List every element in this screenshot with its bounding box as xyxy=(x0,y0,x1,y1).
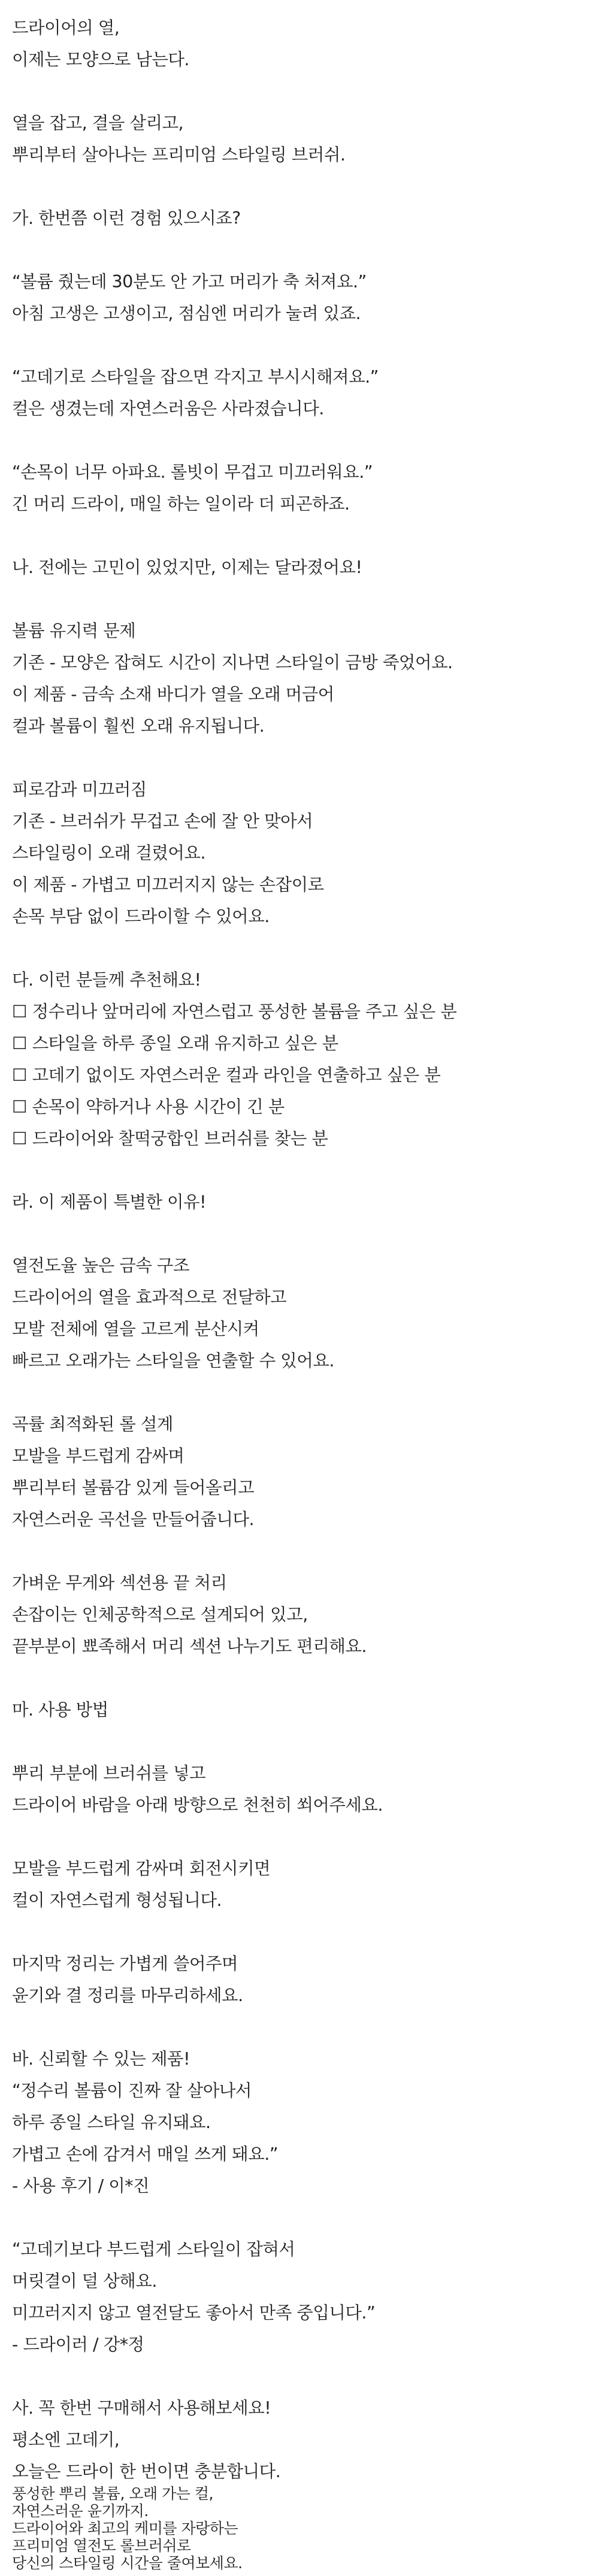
body-line: 긴 머리 드라이, 매일 하는 일이라 더 피곤하죠. xyxy=(12,494,350,514)
body-line: 평소엔 고데기, xyxy=(12,2430,120,2450)
subheading: 곡률 최적화된 롤 설계 xyxy=(12,1414,173,1434)
body-line: 손목 부담 없이 드라이할 수 있어요. xyxy=(12,907,270,926)
body-line: 컬과 볼륨이 훨씬 오래 유지됩니다. xyxy=(12,716,265,736)
closing-line: 풍성한 뿌리 볼륨, 오래 가는 컬, xyxy=(12,2485,213,2502)
body-line: 끝부분이 뾰족해서 머리 섹션 나누기도 편리해요. xyxy=(12,1636,367,1656)
section-heading-da: 다. 이런 분들께 추천해요! xyxy=(12,970,201,990)
closing-line: 드라이어와 최고의 케미를 자랑하는 xyxy=(12,2520,238,2537)
body-line: 모발 전체에 열을 고르게 분산시켜 xyxy=(12,1319,259,1339)
quote-line: “손목이 너무 아파요. 롤빗이 무겁고 미끄러워요.” xyxy=(12,462,373,482)
subheading: 열전도율 높은 금속 구조 xyxy=(12,1256,189,1275)
section-heading-ra: 라. 이 제품이 특별한 이유! xyxy=(12,1192,207,1212)
checklist-item: ☐ 스타일을 하루 종일 오래 유지하고 싶은 분 xyxy=(12,1034,338,1053)
body-line: 아침 고생은 고생이고, 점심엔 머리가 눌려 있죠. xyxy=(12,304,361,323)
subheading: 가벼운 무게와 섹션용 끝 처리 xyxy=(12,1573,227,1593)
headline-line-1: 드라이어의 열, xyxy=(12,18,120,38)
body-line: 윤기와 결 정리를 마무리하세요. xyxy=(12,1986,243,2005)
section-heading-ma: 마. 사용 방법 xyxy=(12,1700,108,1720)
body-line: 오늘은 드라이 한 번이면 충분합니다. xyxy=(12,2462,281,2481)
body-line: 드라이어의 열을 효과적으로 전달하고 xyxy=(12,1287,287,1307)
body-line: 이 제품 - 금속 소재 바디가 열을 오래 머금어 xyxy=(12,684,334,704)
body-line: 모발을 부드럽게 감싸며 xyxy=(12,1446,184,1466)
body-line: 기존 - 브러쉬가 무겁고 손에 잘 안 맞아서 xyxy=(12,811,313,831)
body-line: 빠르고 오래가는 스타일을 연출할 수 있어요. xyxy=(12,1351,334,1371)
closing-line: 자연스러운 윤기까지. xyxy=(12,2502,149,2520)
subheading: 피로감과 미끄러짐 xyxy=(12,780,147,799)
quote-line: “볼륨 줬는데 30분도 안 가고 머리가 축 처져요.” xyxy=(12,272,367,292)
body-line: 손잡이는 인체공학적으로 설계되어 있고, xyxy=(12,1605,308,1625)
body-line: 모발을 부드럽게 감싸며 회전시키면 xyxy=(12,1859,271,1878)
review-author: - 드라이러 / 강*정 xyxy=(12,2335,144,2354)
body-line: 스타일링이 오래 걸렸어요. xyxy=(12,843,206,863)
body-line: 컬은 생겼는데 자연스러움은 사라졌습니다. xyxy=(12,399,324,419)
review-author: - 사용 후기 / 이*진 xyxy=(12,2176,150,2196)
section-heading-ga: 가. 한번쯤 이런 경험 있으시죠? xyxy=(12,208,241,228)
section-heading-na: 나. 전에는 고민이 있었지만, 이제는 달라졌어요! xyxy=(12,557,362,577)
body-line: 드라이어 바람을 아래 방향으로 천천히 쐬어주세요. xyxy=(12,1795,383,1815)
checklist-item: ☐ 고데기 없이도 자연스러운 컬과 라인을 연출하고 싶은 분 xyxy=(12,1065,441,1085)
review-line: “고데기보다 부드럽게 스타일이 잡혀서 xyxy=(12,2239,295,2259)
checklist-item: ☐ 손목이 약하거나 사용 시간이 긴 분 xyxy=(12,1097,285,1117)
body-line: 기존 - 모양은 잡혀도 시간이 지나면 스타일이 금방 죽었어요. xyxy=(12,653,453,672)
closing-line: 프리미엄 열전도 롤브러쉬로 xyxy=(12,2537,191,2554)
body-line: 뿌리부터 볼륨감 있게 들어올리고 xyxy=(12,1478,255,1498)
body-line: 뿌리 부분에 브러쉬를 넣고 xyxy=(12,1763,206,1783)
body-line: 컬이 자연스럽게 형성됩니다. xyxy=(12,1890,222,1910)
closing-line: 당신의 스타일링 시간을 줄여보세요. xyxy=(12,2554,243,2572)
body-line: 마지막 정리는 가볍게 쓸어주며 xyxy=(12,1954,238,1974)
review-line: 머릿결이 덜 상해요. xyxy=(12,2271,157,2291)
checklist-item: ☐ 정수리나 앞머리에 자연스럽고 풍성한 볼륨을 주고 싶은 분 xyxy=(12,1002,457,1022)
section-heading-ba: 바. 신뢰할 수 있는 제품! xyxy=(12,2049,190,2069)
body-line: 이 제품 - 가볍고 미끄러지지 않는 손잡이로 xyxy=(12,875,324,895)
review-line: 하루 종일 스타일 유지돼요. xyxy=(12,2113,211,2132)
intro-line-2: 뿌리부터 살아나는 프리미엄 스타일링 브러쉬. xyxy=(12,145,346,165)
subheading: 볼륨 유지력 문제 xyxy=(12,621,136,641)
body-line: 자연스러운 곡선을 만들어줍니다. xyxy=(12,1510,255,1529)
headline-line-2: 이제는 모양으로 남는다. xyxy=(12,50,189,69)
quote-line: “고데기로 스타일을 잡으면 각지고 부시시해져요.” xyxy=(12,367,379,387)
intro-line-1: 열을 잡고, 결을 살리고, xyxy=(12,113,184,133)
review-line: 미끄러지지 않고 열전달도 좋아서 만족 중입니다.” xyxy=(12,2303,376,2323)
review-line: “정수리 볼륨이 진짜 잘 살아나서 xyxy=(12,2081,252,2101)
checklist-item: ☐ 드라이어와 찰떡궁합인 브러쉬를 찾는 분 xyxy=(12,1129,328,1148)
review-line: 가볍고 손에 감겨서 매일 쓰게 돼요.” xyxy=(12,2144,279,2164)
section-heading-sa: 사. 꼭 한번 구매해서 사용해보세요! xyxy=(12,2398,271,2418)
